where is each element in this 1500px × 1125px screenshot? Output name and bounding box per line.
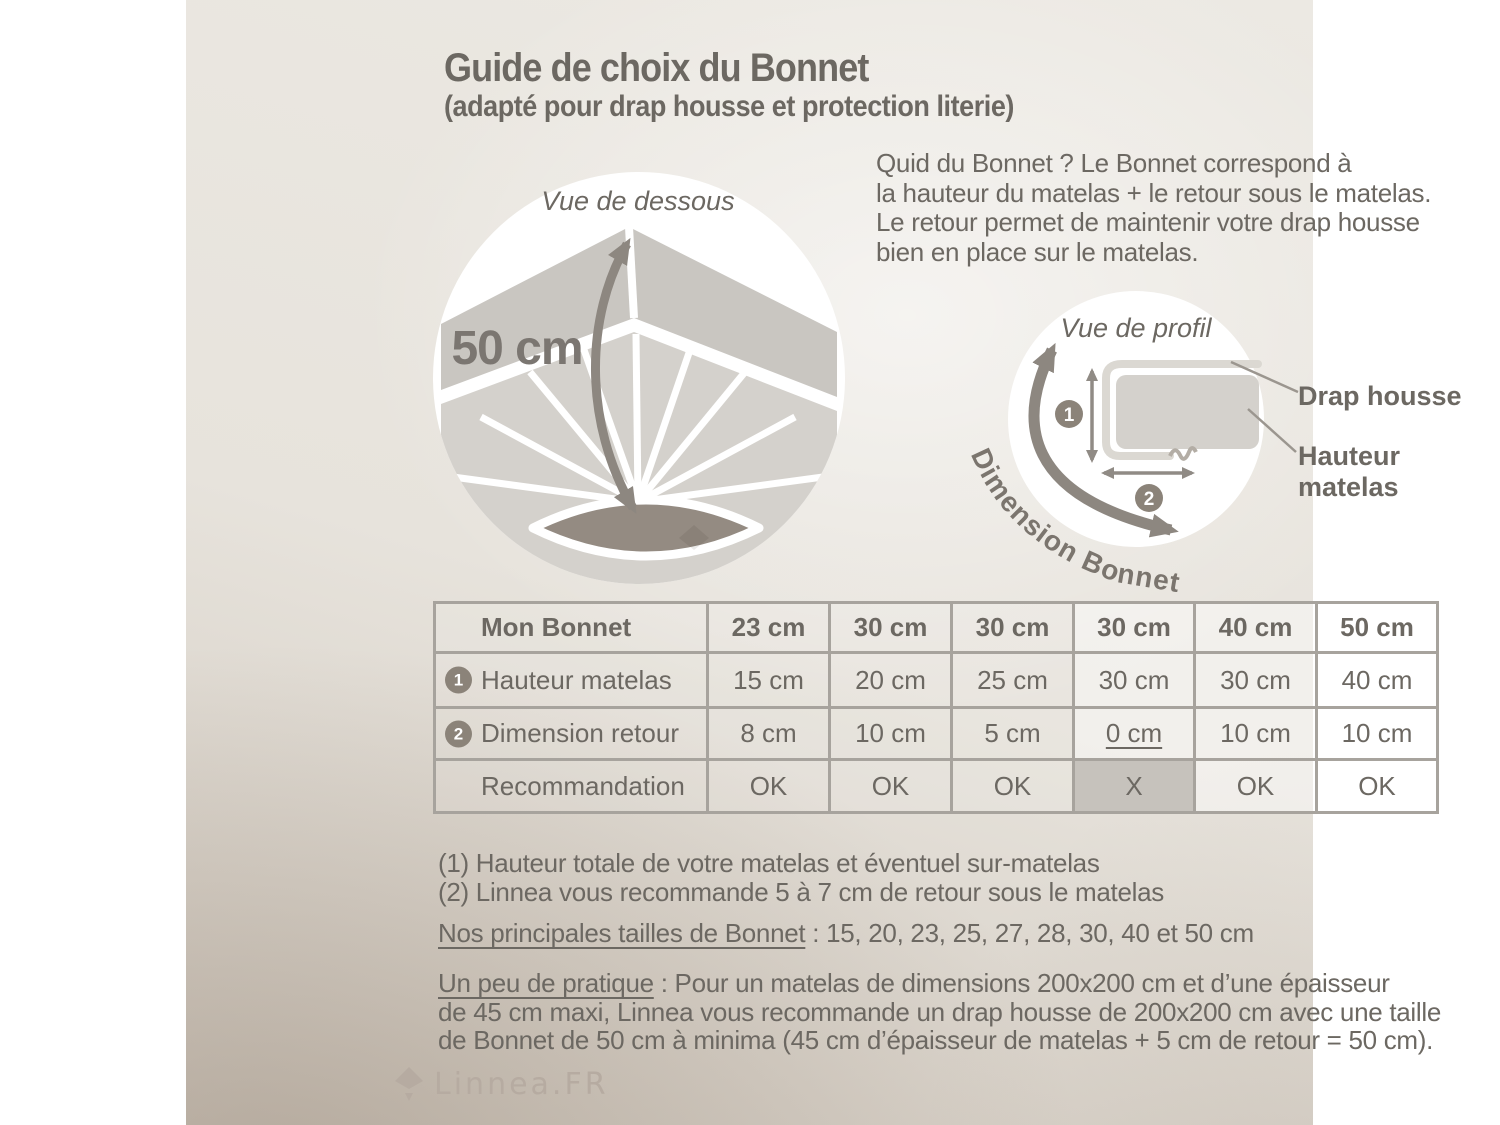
header-value-cell: 40 cm (1195, 603, 1317, 653)
practice-line-1-rest: : Pour un matelas de dimensions 200x200 cm et d’une épaisseur (653, 968, 1390, 998)
intro-line: la hauteur du matelas + le retour sous le matelas. (876, 177, 1432, 208)
value-cell: 10 cm (1317, 708, 1438, 760)
infographic-panel (186, 0, 1462, 1125)
bonnet-dimension-label: 50 cm (451, 322, 583, 375)
bottom-view-diagram (433, 172, 845, 584)
row-label: Dimension retour (481, 718, 679, 748)
brand-name: Linnea.FR (434, 1066, 609, 1102)
value-cell-underlined: 0 cm (1074, 708, 1195, 760)
table-row-hauteur-matelas (435, 653, 1438, 708)
value-cell: 10 cm (830, 708, 952, 760)
row-label: Hauteur matelas (481, 664, 672, 695)
profile-view-caption: Vue de profil (1060, 313, 1212, 343)
header-value-cell: 30 cm (830, 603, 952, 653)
intro-line: Le retour permet de maintenir votre drap housse (876, 207, 1420, 237)
value-cell: 40 cm (1317, 653, 1438, 708)
table-row-recommandation (435, 760, 1438, 813)
brand-watermark (394, 1066, 609, 1102)
sizes-lead: Nos principales tailles de Bonnet (438, 918, 806, 948)
value-cell: OK (708, 760, 830, 813)
dimension-bonnet-arc-label: Dimension Bonnet (965, 443, 1183, 599)
label-drap-housse: Drap housse (1298, 381, 1462, 411)
practice-lead: Un peu de pratique (438, 968, 654, 998)
footnote-2: (2) Linnea vous recommande 5 à 7 cm de retour sous le matelas (438, 877, 1164, 907)
bottom-view-caption: Vue de dessous (541, 186, 735, 216)
practice-line-1 (438, 969, 1441, 998)
mattress-profile (1116, 375, 1259, 449)
value-cell-rejected: X (1074, 760, 1195, 813)
intro-paragraph (876, 149, 1431, 267)
value-cell: 25 cm (952, 653, 1074, 708)
practice-line-3: de Bonnet de 50 cm à minima (45 cm d’épaisseur de matelas + 5 cm de retour = 50 cm). (438, 1025, 1434, 1056)
corner-seam (629, 227, 634, 318)
row-marker-2-badge: 2 (445, 720, 472, 747)
row-label-cell (435, 653, 708, 708)
row-label-cell (435, 760, 708, 813)
table-row-dimension-retour (435, 708, 1438, 760)
intro-line: bien en place sur le matelas. (876, 236, 1199, 267)
label-hauteur-matelas (1298, 441, 1400, 503)
linnea-leaf-icon (394, 1066, 424, 1102)
value-cell: OK (952, 760, 1074, 813)
marker-2-number: 2 (1143, 489, 1155, 510)
value-cell: 30 cm (1074, 653, 1195, 708)
page-title: Guide de choix du Bonnet (444, 46, 869, 90)
footnote-1: (1) Hauteur totale de votre matelas et éventuel sur-matelas (438, 848, 1100, 878)
header-value-cell: 50 cm (1317, 603, 1438, 653)
value-cell: OK (1195, 760, 1317, 813)
value-cell: 20 cm (830, 653, 952, 708)
value-cell: 30 cm (1195, 653, 1317, 708)
page-subtitle: (adapté pour drap housse et protection literie) (444, 90, 1014, 123)
practice-line-2: de 45 cm maxi, Linnea vous recommande un drap housse de 200x200 cm avec une taille (438, 996, 1442, 1027)
practice-paragraph (438, 969, 1441, 1055)
value-cell: 10 cm (1195, 708, 1317, 760)
marker-1-number: 1 (1063, 405, 1075, 426)
table-header-row (435, 603, 1438, 653)
label-hauteur-line1: Hauteur (1298, 441, 1401, 471)
value-cell: OK (830, 760, 952, 813)
value-cell: 15 cm (708, 653, 830, 708)
value-cell: 8 cm (708, 708, 830, 760)
row-label: Recommandation (481, 770, 685, 801)
value-cell: 5 cm (952, 708, 1074, 760)
sizes-list: : 15, 20, 23, 25, 27, 28, 30, 40 et 50 cm (805, 918, 1254, 948)
value-cell: OK (1317, 760, 1438, 813)
header-value-cell: 30 cm (1074, 603, 1195, 653)
row-marker-1-badge: 1 (445, 667, 472, 694)
header-value-cell: 30 cm (952, 603, 1074, 653)
footnotes (438, 849, 1164, 907)
label-hauteur-line2: matelas (1298, 472, 1399, 502)
bonnet-size-table (433, 601, 1439, 814)
available-sizes-line (438, 918, 1254, 949)
header-value-cell: 23 cm (708, 603, 830, 653)
row-label-cell (435, 708, 708, 760)
intro-line: Quid du Bonnet ? Le Bonnet correspond à (876, 148, 1352, 178)
header-label-cell: Mon Bonnet (435, 603, 708, 653)
